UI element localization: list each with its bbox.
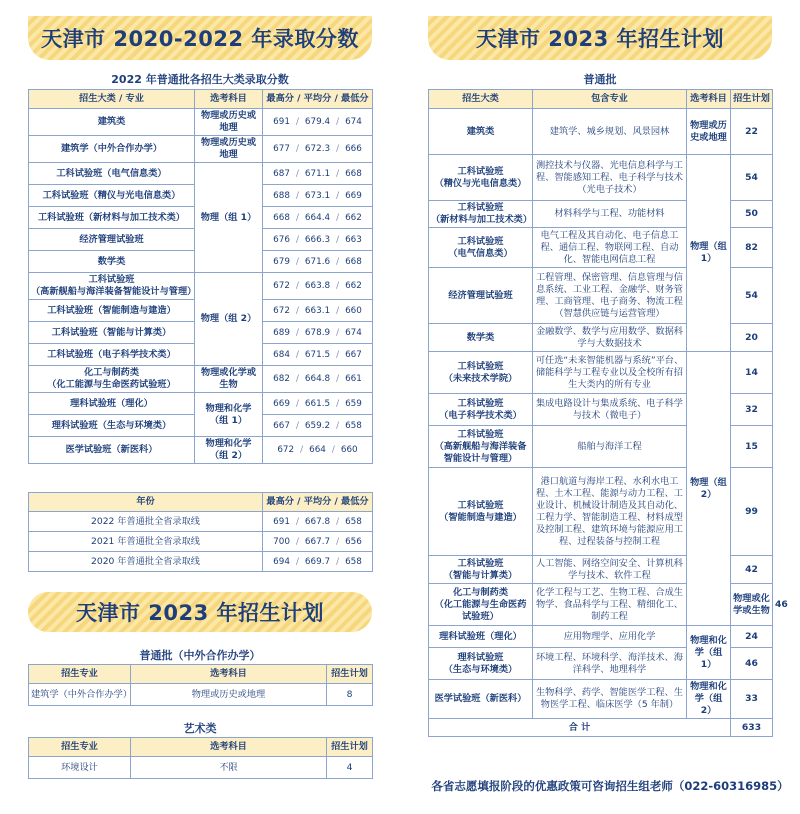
min-score: 668 [345,168,362,179]
plan-count: 50 [731,201,773,228]
plan-category: 工科试验班 （新材料与加工技术类） [429,201,533,228]
subject-requirement: 物理和化学（组 1） [195,393,263,437]
scores-row [29,136,373,163]
art-header-major: 招生专业 [29,738,131,757]
avg-score: 672.3 [304,144,331,154]
separator: / [336,144,340,154]
art-plan: 4 [327,757,373,779]
separator: / [336,536,340,547]
min-score: 658 [345,556,362,567]
separator: / [336,234,340,245]
max-score: 700 [273,536,290,547]
avg-score: 664.4 [304,212,331,223]
plan-row: 化工与制药类 （化工能源与生命医药试验班） 化学工程与工艺、生物工程、合成生物学、食品科学与工程、精细化工、制药工程 物理或化学或生物 46 [429,584,773,626]
plan-majors: 生物科学、药学、智能医学工程、生物医学工程、临床医学（5 年制） [533,680,687,719]
plan-subject: 物理和化学（组 1） [687,626,731,680]
art-header-row [29,738,373,757]
separator: / [336,398,340,409]
max-score: 694 [273,556,290,567]
coop-header-row [29,665,373,684]
plan-count: 20 [731,324,773,352]
category-name: 数学类 [29,251,195,273]
art-header-subject: 选考科目 [131,738,327,757]
plan-subject: 物理（组 1） [687,155,731,352]
score-cell [263,300,373,322]
plan-subject: 物理或化学或生物 [731,584,773,626]
score-cell [263,366,373,393]
avg-score: 659.2 [304,420,331,431]
min-score: 662 [345,281,362,291]
separator: / [295,556,299,567]
plan-majors: 化学工程与工艺、生物工程、合成生物学、食品科学与工程、精细化工、制药工程 [533,584,687,626]
avg-score: 667.7 [304,536,331,547]
score-cell [263,415,373,437]
separator: / [295,117,299,127]
separator: / [295,327,299,338]
plan-category: 建筑类 [429,109,533,155]
art-table-title: 艺术类 [183,722,217,735]
separator: / [295,144,299,154]
separator: / [336,420,340,431]
score-cell [263,273,373,300]
max-score: 668 [273,212,290,223]
plan-majors: 材料科学与工程、功能材料 [533,201,687,228]
plan-count: 46 [731,648,773,680]
plan-majors: 集成电路设计与集成系统、电子科学与技术（微电子） [533,394,687,426]
score-cell [263,136,373,163]
plan-count: 14 [731,352,773,394]
score-cell [263,532,373,552]
coop-table [28,664,373,706]
subject-requirement: 物理或化学或生物 [195,366,263,393]
separator: / [336,516,340,527]
min-score: 666 [345,144,362,154]
category-name: 工科试验班（电气信息类） [29,163,195,185]
total-value: 633 [731,719,773,737]
plan-row [429,155,773,201]
score-cell [263,109,373,136]
plan-category: 工科试验班 （精仪与光电信息类） [429,155,533,201]
plan-category: 理科试验班（理化） [429,626,533,648]
separator: / [295,256,299,267]
coop-major: 建筑学（中外合作办学） [29,684,131,706]
plan-count: 32 [731,394,773,426]
plan-majors: 人工智能、网络空间安全、计算机科学与技术、软件工程 [533,556,687,584]
plan-count: 54 [731,268,773,324]
min-score: 659 [345,398,362,409]
separator: / [295,212,299,223]
subject-requirement: 物理或历史或地理 [195,109,263,136]
art-table [28,737,373,779]
plan-row [429,626,773,648]
plan-category: 化工与制药类 （化工能源与生命医药试验班） [429,584,533,626]
separator: / [336,212,340,223]
category-name: 工科试验班（精仪与光电信息类） [29,185,195,207]
separator: / [336,281,340,291]
avg-score: 663.8 [304,281,331,291]
plan-category: 工科试验班 （智能制造与建造） [429,468,533,556]
art-row [29,757,373,779]
score-cell [263,552,373,572]
category-name: 工科试验班（电子科学技术类） [29,344,195,366]
min-score: 669 [345,190,362,201]
plan-category: 经济管理试验班 [429,268,533,324]
plan-subject: 物理（组 2） [687,352,731,626]
min-score: 656 [345,536,362,547]
plan-category: 工科试验班 （高新舰船与海洋装备智能设计与管理） [429,426,533,468]
scores-banner-title: 天津市 2020-2022 年录取分数 [41,27,359,51]
total-label: 合 计 [429,719,731,737]
category-name: 工科试验班（新材料与加工技术类） [29,207,195,229]
avg-score: 671.5 [304,349,331,360]
max-score: 691 [273,117,290,127]
score-cell [263,393,373,415]
plan-majors: 测控技术与仪器、光电信息科学与工程、智能感知工程、电子科学与技术（光电子技术） [533,155,687,201]
subject-requirement: 物理（组 2） [195,273,263,366]
min-score: 658 [345,516,362,527]
plan-banner-left [28,592,372,632]
separator: / [336,374,340,384]
separator: / [331,445,335,455]
year-table [28,492,373,572]
avg-score: 661.5 [304,398,331,409]
score-cell [263,512,373,532]
plan-category: 工科试验班 （电气信息类） [429,228,533,268]
category-name: 工科试验班（智能与计算类） [29,322,195,344]
plan-category: 数学类 [429,324,533,352]
max-score: 687 [273,168,290,179]
plan-row [429,680,773,719]
category-name: 建筑学（中外合作办学） [29,136,195,163]
scores-row [29,366,373,393]
min-score: 660 [345,305,362,316]
separator: / [336,556,340,567]
plan-majors: 船舶与海洋工程 [533,426,687,468]
score-cell [263,344,373,366]
avg-score: 671.1 [304,168,331,179]
separator: / [336,168,340,179]
year-label: 2022 年普通批全省录取线 [29,512,263,532]
separator: / [295,305,299,316]
plan-count: 82 [731,228,773,268]
min-score: 663 [345,234,362,245]
plan-count: 42 [731,556,773,584]
score-cell [263,322,373,344]
max-score: 691 [273,516,290,527]
min-score: 674 [345,327,362,338]
plan-majors: 环境工程、环境科学、海洋技术、海洋科学、地理科学 [533,648,687,680]
subject-requirement: 物理或历史或地理 [195,136,263,163]
scores-table-title: 2022 年普通批各招生大类录取分数 [111,73,289,86]
scores-row [29,393,373,415]
min-score: 658 [345,420,362,431]
avg-score: 673.1 [304,190,331,201]
plan-header-plan: 招生计划 [731,90,773,109]
plan-majors: 港口航道与海岸工程、水利水电工程、土木工程、能源与动力工程、工业设计、机械设计制造及其自动化、工程力学、智能制造工程、材料成型及控制工程、建筑环境与能源应用工程、过程装备与控制工程 [533,468,687,556]
plan-subject: 物理或历史或地理 [687,109,731,155]
coop-subject: 物理或历史或地理 [131,684,327,706]
header-year: 年份 [29,493,263,512]
coop-plan: 8 [327,684,373,706]
scores-row [29,109,373,136]
min-score: 674 [345,117,362,127]
max-score: 672 [277,445,295,455]
plan-majors: 应用物理学、应用化学 [533,626,687,648]
plan-majors: 金融数学、数学与应用数学、数据科学与大数据技术 [533,324,687,352]
plan-category: 理科试验班 （生态与环境类） [429,648,533,680]
category-name: 工科试验班（智能制造与建造） [29,300,195,322]
min-score: 660 [340,445,358,455]
avg-score: 667.8 [304,516,331,527]
year-label: 2021 年普通批全省录取线 [29,532,263,552]
min-score: 661 [345,374,362,384]
scores-banner [28,16,372,60]
subject-requirement: 物理和化学（组 2） [195,437,263,464]
category-name: 医学试验班（新医科） [29,437,195,464]
separator: / [295,516,299,527]
separator: / [295,398,299,409]
category-name: 理科试验班（生态与环境类） [29,415,195,437]
separator: / [336,349,340,360]
max-score: 684 [273,349,290,360]
max-score: 676 [273,234,290,245]
header-category: 招生大类 / 专业 [29,90,195,109]
art-header-plan: 招生计划 [327,738,373,757]
max-score: 688 [273,190,290,201]
scores-row [29,273,373,300]
plan-category: 工科试验班 （智能与计算类） [429,556,533,584]
separator: / [336,117,340,127]
year-header-row [29,493,373,512]
separator: / [336,327,340,338]
avg-score: 679.4 [304,117,331,127]
plan-count: 24 [731,626,773,648]
avg-score: 664.8 [304,374,331,384]
separator: / [336,305,340,316]
score-cell [263,163,373,185]
plan-majors: 电气工程及其自动化、电子信息工程、通信工程、物联网工程、自动化、智能电网信息工程 [533,228,687,268]
separator: / [295,536,299,547]
subject-requirement: 物理（组 1） [195,163,263,273]
max-score: 669 [273,398,290,409]
plan-banner-right [428,16,772,60]
plan-header-category: 招生大类 [429,90,533,109]
plan-count: 54 [731,155,773,201]
score-cell [263,437,373,464]
coop-header-subject: 选考科目 [131,665,327,684]
plan-majors: 可任选“未来智能机器与系统”平台、储能科学与工程专业以及全校所有招生大类内的所有专业 [533,352,687,394]
separator: / [300,445,304,455]
plan-row [429,109,773,155]
max-score: 672 [273,281,290,291]
art-subject: 不限 [131,757,327,779]
scores-row [29,437,373,464]
avg-score: 671.6 [304,256,331,267]
separator: / [295,168,299,179]
avg-score: 666.3 [304,234,331,245]
plan-header-subject: 选考科目 [687,90,731,109]
total-row [429,719,773,737]
scores-table [28,89,373,464]
max-score: 679 [273,256,290,267]
plan-category: 工科试验班 （电子科学技术类） [429,394,533,426]
year-label: 2020 年普通批全省录取线 [29,552,263,572]
scores-row [29,163,373,185]
score-cell [263,207,373,229]
plan-row [429,352,773,394]
coop-row [29,684,373,706]
avg-score: 663.1 [304,305,331,316]
plan-majors: 工程管理、保密管理、信息管理与信息系统、工业工程、金融学、财务管理、工商管理、电子商务、物流工程（智慧供应链与运营管理） [533,268,687,324]
plan-subject: 物理和化学（组 2） [687,680,731,719]
separator: / [295,374,299,384]
plan-header-row [429,90,773,109]
category-name: 工科试验班 （高新舰船与海洋装备智能设计与管理） [29,273,195,300]
category-name: 建筑类 [29,109,195,136]
avg-score: 664 [309,445,326,455]
max-score: 677 [273,144,290,154]
avg-score: 669.7 [304,556,331,567]
plan-banner-left-title: 天津市 2023 年招生计划 [75,601,325,625]
plan-header-majors: 包含专业 [533,90,687,109]
plan-count: 15 [731,426,773,468]
category-name: 理科试验班（理化） [29,393,195,415]
plan-count: 99 [731,468,773,556]
separator: / [295,281,299,291]
footer-note: 各省志愿填报阶段的优惠政策可咨询招生组老师（022-60316985） [431,779,789,793]
category-name: 化工与制药类 （化工能源与生命医药试验班） [29,366,195,393]
score-cell [263,229,373,251]
max-score: 672 [273,305,290,316]
year-row [29,532,373,552]
plan-category: 医学试验班（新医科） [429,680,533,719]
coop-header-plan: 招生计划 [327,665,373,684]
plan-table [428,89,788,737]
separator: / [295,420,299,431]
art-major: 环境设计 [29,757,131,779]
coop-table-title: 普通批（中外合作办学） [139,649,261,662]
score-cell [263,251,373,273]
min-score: 667 [345,349,362,360]
header-subject: 选考科目 [195,90,263,109]
plan-count: 22 [731,109,773,155]
separator: / [295,349,299,360]
header-scores: 最高分 / 平均分 / 最低分 [263,90,373,109]
separator: / [336,256,340,267]
year-row [29,512,373,532]
separator: / [295,234,299,245]
scores-header-row [29,90,373,109]
coop-header-major: 招生专业 [29,665,131,684]
plan-category: 工科试验班 （未来技术学院） [429,352,533,394]
separator: / [336,190,340,201]
score-cell [263,185,373,207]
plan-table-title: 普通批 [583,73,617,86]
plan-banner-right-title: 天津市 2023 年招生计划 [475,27,725,51]
max-score: 667 [273,420,290,431]
plan-count: 33 [731,680,773,719]
max-score: 689 [273,327,290,338]
plan-majors: 建筑学、城乡规划、风景园林 [533,109,687,155]
avg-score: 678.9 [304,327,331,338]
separator: / [295,190,299,201]
max-score: 682 [273,374,290,384]
min-score: 668 [345,256,362,267]
category-name: 经济管理试验班 [29,229,195,251]
year-row [29,552,373,572]
min-score: 662 [345,212,362,223]
header-year-scores: 最高分 / 平均分 / 最低分 [263,493,373,512]
